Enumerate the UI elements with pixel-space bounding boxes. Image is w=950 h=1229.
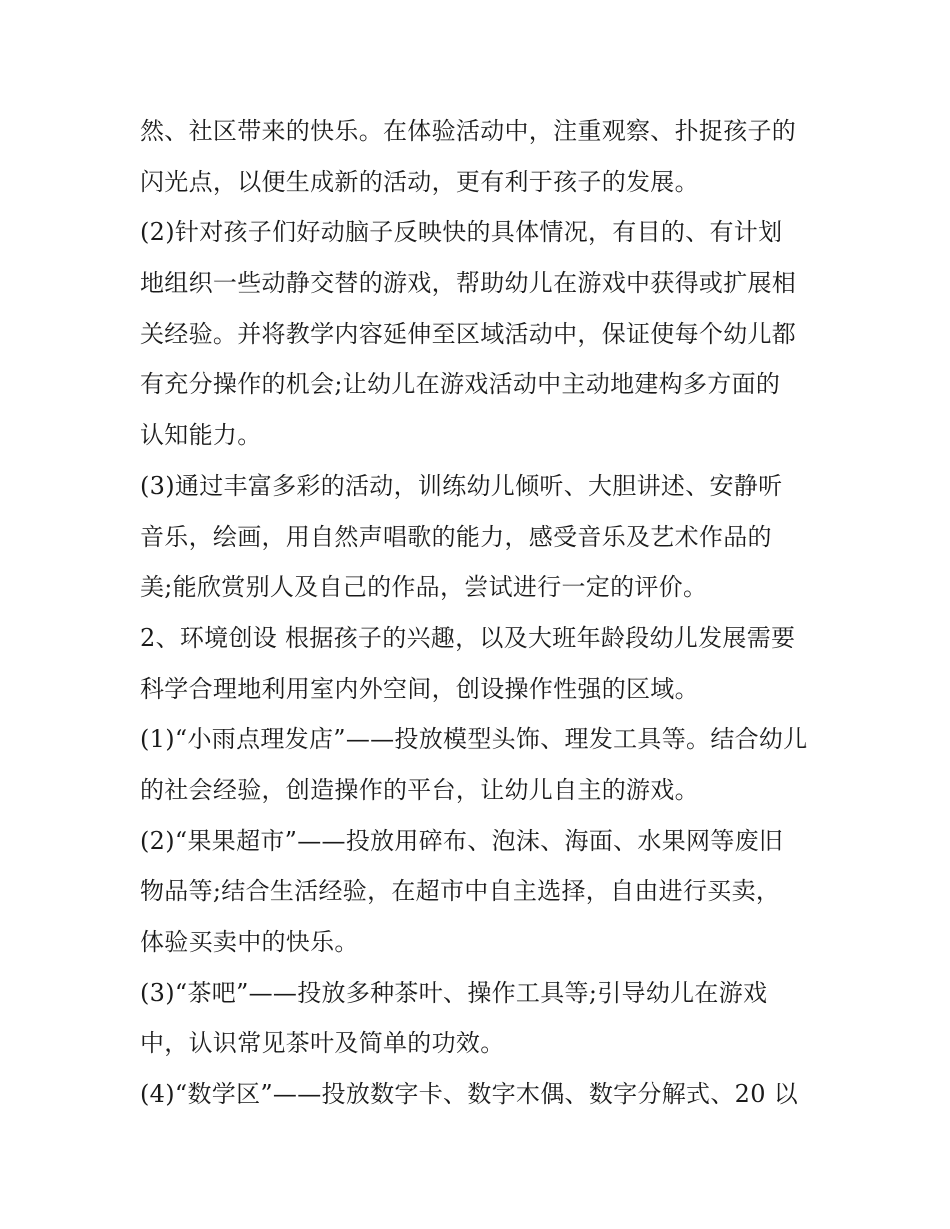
text-line: 美;能欣赏别人及自己的作品，尝试进行一定的评价。 bbox=[140, 573, 708, 602]
body-text bbox=[140, 106, 830, 1120]
text-line: (1)“小雨点理发店”——投放模型头饰、理发工具等。结合幼儿 bbox=[140, 725, 808, 754]
text-line: 体验买卖中的快乐。 bbox=[140, 928, 359, 956]
text-line: 的社会经验，创造操作的平台，让幼儿自主的游戏。 bbox=[140, 775, 699, 804]
text-line: 2、环境创设 根据孩子的兴趣，以及大班年龄段幼儿发展需要 bbox=[140, 623, 796, 652]
text-line: 中，认识常见茶叶及简单的功效。 bbox=[140, 1029, 505, 1058]
text-line: 然、社区带来的快乐。在体验活动中，注重观察、扑捉孩子的 bbox=[140, 117, 797, 145]
text-line: 音乐，绘画，用自然声唱歌的能力，感受音乐及艺术作品的 bbox=[140, 522, 772, 551]
text-line: (4)“数学区”——投放数字卡、数字木偶、数字分解式、20 以 bbox=[140, 1080, 799, 1109]
text-line: (3)“茶吧”——投放多种茶叶、操作工具等;引导幼儿在游戏 bbox=[140, 978, 768, 1007]
text-line: 物品等;结合生活经验，在超市中自主选择，自由进行买卖， bbox=[140, 877, 781, 906]
text-line: (2)针对孩子们好动脑子反映快的具体情况，有目的、有计划 bbox=[140, 218, 783, 247]
text-line: 闪光点，以便生成新的活动，更有利于孩子的发展。 bbox=[140, 167, 699, 196]
text-line: (3)通过丰富多彩的活动，训练幼儿倾听、大胆讲述、安静听 bbox=[140, 471, 783, 500]
text-line: 科学合理地利用室内外空间，创设操作性强的区域。 bbox=[140, 674, 699, 703]
text-line: 认知能力。 bbox=[140, 421, 262, 450]
text-line: 有充分操作的机会;让幼儿在游戏活动中主动地建构多方面的 bbox=[140, 370, 781, 399]
text-line: (2)“果果超市”——投放用碎布、泡沫、海面、水果网等废旧 bbox=[140, 826, 784, 855]
text-line: 关经验。并将教学内容延伸至区域活动中，保证使每个幼儿都 bbox=[140, 319, 797, 348]
text-line: 地组织一些动静交替的游戏，帮助幼儿在游戏中获得或扩展相 bbox=[140, 269, 797, 298]
